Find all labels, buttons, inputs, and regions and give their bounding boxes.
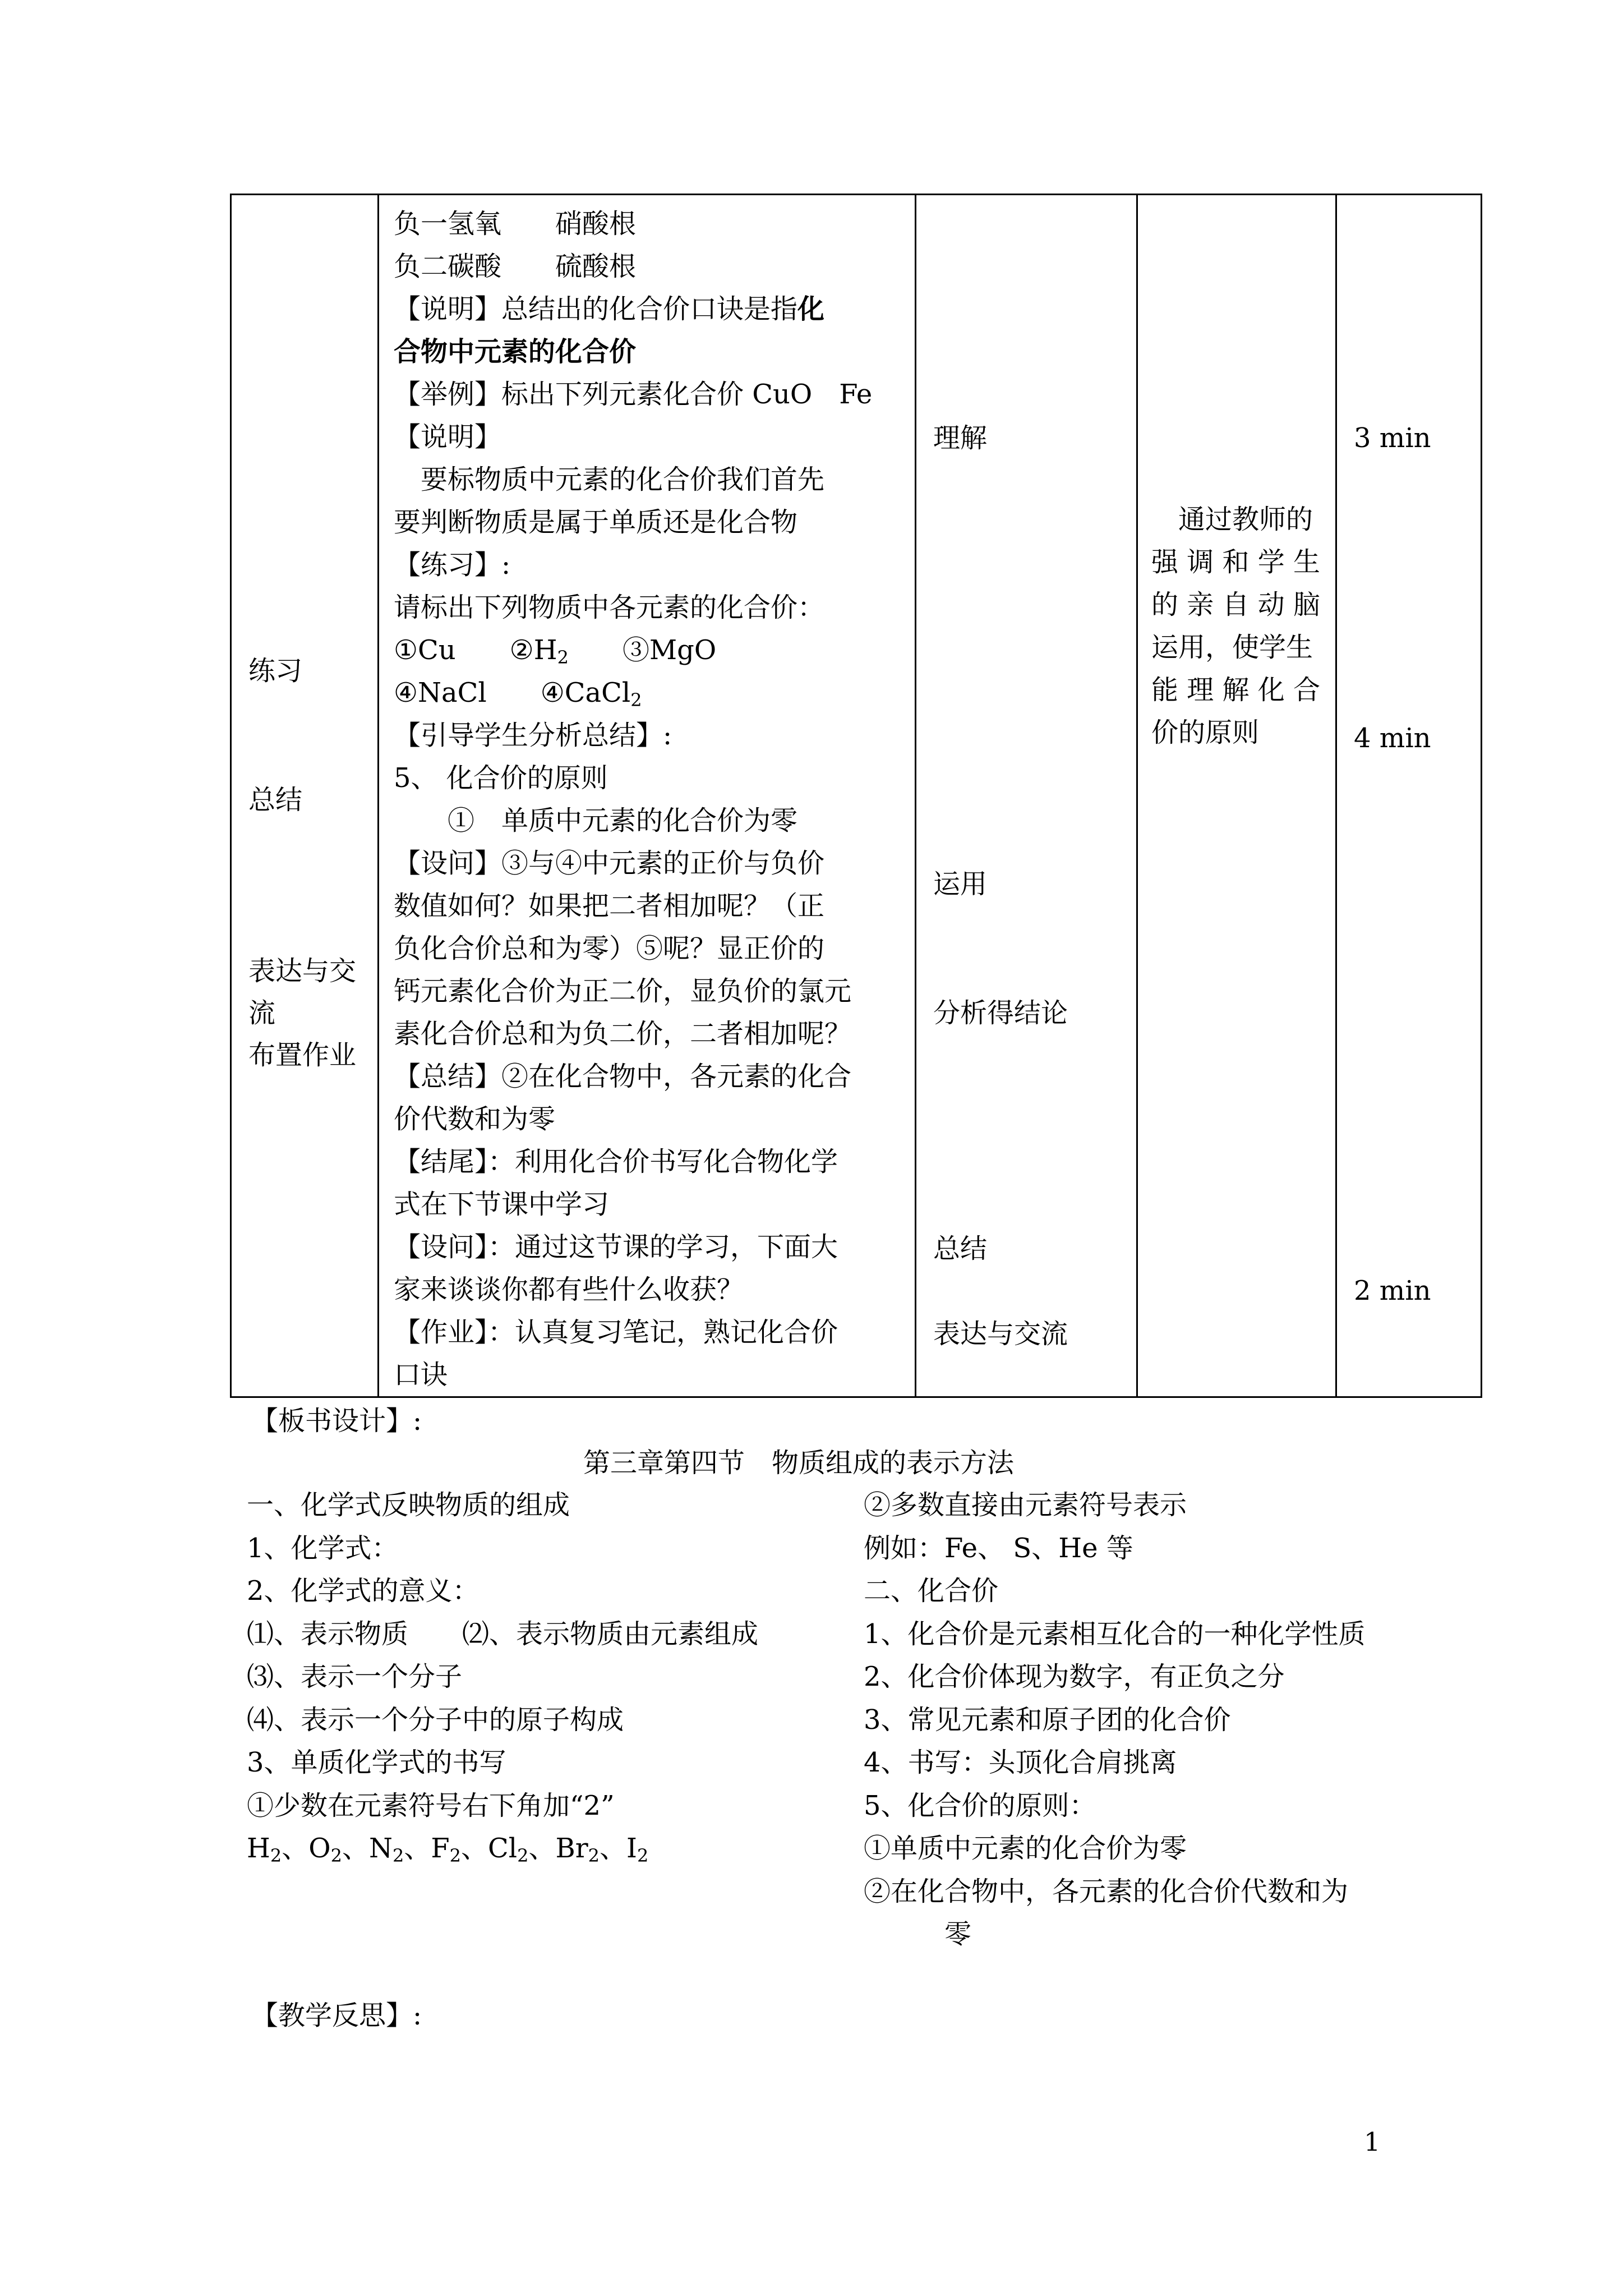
activity-label: 表达与交 — [248, 955, 357, 987]
bold-text: 化 — [797, 293, 825, 325]
student-activity: 分析得结论 — [933, 997, 1068, 1029]
formula-text: 、I — [600, 1833, 637, 1864]
text-line: 式在下节课中学习 — [394, 1189, 610, 1220]
text-run: ④NaCl ④CaCl — [394, 677, 631, 708]
student-activity: 理解 — [933, 422, 988, 454]
subscript: 2 — [557, 647, 569, 668]
board-line: ⑷、表示一个分子中的原子构成 — [247, 1704, 624, 1736]
text-line: 价的原则 — [1151, 717, 1260, 748]
board-line: ⑶、表示一个分子 — [247, 1661, 463, 1692]
text-run: ③MgO — [568, 634, 717, 666]
board-line: 零 — [864, 1918, 972, 1950]
text-line: 家来谈谈你都有些什么收获？ — [394, 1274, 744, 1305]
text-line: 【设问】③与④中元素的正价与负价 — [394, 848, 825, 879]
board-line: ①单质中元素的化合价为零 — [864, 1833, 1187, 1864]
design-intent-text — [1151, 498, 1325, 754]
board-line: ②多数直接由元素符号表示 — [864, 1489, 1187, 1521]
time-allocation: 2 min — [1354, 1275, 1431, 1306]
text-line: 【结尾】：利用化合价书写化合物化学 — [394, 1146, 838, 1177]
text-line: 【举例】标出下列元素化合价 CuO Fe — [394, 379, 873, 410]
formula-text: 、N — [342, 1833, 393, 1864]
student-activity: 运用 — [933, 868, 988, 900]
bold-text-line: 合物中元素的化合价 — [394, 336, 637, 367]
board-design-heading: 【板书设计】: — [251, 1405, 422, 1437]
text-line: 能 理 解 化 合 — [1151, 674, 1321, 706]
activity-label: 总结 — [248, 784, 303, 816]
text-line — [394, 288, 907, 330]
formula-text: H — [247, 1833, 270, 1864]
text-line: 强 调 和 学 生 — [1151, 546, 1321, 578]
board-line: ②在化合物中，各元素的化合价代数和为 — [864, 1875, 1349, 1907]
subscript: 2 — [392, 1845, 404, 1866]
time-allocation: 3 min — [1354, 422, 1431, 454]
text-line: 负二碳酸 硫酸根 — [394, 251, 637, 282]
formula-line — [247, 1827, 758, 1870]
board-line: 4、书写：头顶化合肩挑离 — [864, 1747, 1177, 1778]
formula-text: 、Cl — [460, 1833, 518, 1864]
text-line: 钙元素化合价为正二价，显负价的氯元 — [394, 976, 852, 1007]
subscript: 2 — [637, 1845, 649, 1866]
text-line: 运用，使学生 — [1151, 632, 1313, 663]
text-line: 价代数和为零 — [394, 1103, 556, 1135]
teaching-reflection-heading: 【教学反思】: — [251, 2000, 422, 2031]
board-line: ①少数在元素符号右下角加“2” — [247, 1789, 615, 1821]
board-line: 3、单质化学式的书写 — [247, 1747, 506, 1778]
board-line: 3、常见元素和原子团的化合价 — [864, 1704, 1231, 1736]
subscript: 2 — [517, 1845, 529, 1866]
text-line: 负化合价总和为零）⑤呢？显正价的 — [394, 933, 825, 964]
design-intent-column — [1137, 195, 1336, 1397]
text-line: 5、 化合价的原则 — [394, 762, 608, 794]
text-line: 数值如何？如果把二者相加呢？（正 — [394, 890, 825, 922]
formula-text: 、Br — [528, 1833, 588, 1864]
section-title: 第三章第四节 物质组成的表示方法 — [583, 1447, 1015, 1479]
text-line: 【引导学生分析总结】: — [394, 720, 672, 751]
board-line: 5、化合价的原则： — [864, 1789, 1096, 1821]
board-line: 1、化合价是元素相互化合的一种化学性质 — [864, 1618, 1366, 1650]
text-line: 【练习】: — [394, 549, 511, 581]
lesson-plan-table — [230, 194, 1482, 1398]
student-activity: 总结 — [933, 1233, 988, 1264]
activity-label: 练习 — [248, 655, 303, 687]
text-line: 请标出下列物质中各元素的化合价： — [394, 592, 825, 623]
text-line: ① 单质中元素的化合价为零 — [394, 805, 798, 836]
formula-text: 、F — [404, 1833, 450, 1864]
board-line: 例如：Fe、 S、He 等 — [864, 1532, 1133, 1564]
text-run: 【说明】总结出的化合价口诀是指 — [394, 293, 798, 325]
text-line: 负一氢氧 硝酸根 — [394, 208, 637, 240]
board-line: 二、化合价 — [864, 1575, 999, 1607]
text-line: 的 亲 自 动 脑 — [1151, 589, 1321, 620]
activity-label: 流 — [248, 997, 276, 1029]
page-number: 1 — [1364, 2127, 1381, 2157]
board-line: 2、化学式的意义： — [247, 1575, 479, 1607]
board-line: 一、化学式反映物质的组成 — [247, 1489, 570, 1521]
student-activity-column — [916, 195, 1137, 1397]
activity-label: 布置作业 — [248, 1039, 357, 1071]
text-run: ①Cu ②H — [394, 634, 557, 666]
subscript: 2 — [330, 1845, 342, 1866]
text-line: 口诀 — [394, 1359, 448, 1391]
text-line: 素化合价总和为负二价，二者相加呢？ — [394, 1018, 852, 1050]
board-line: 2、化合价体现为数字，有正负之分 — [864, 1661, 1285, 1692]
activity-column — [231, 195, 379, 1397]
text-line: 要标物质中元素的化合价我们首先 — [394, 464, 825, 495]
formula-text: 、O — [282, 1833, 331, 1864]
subscript: 2 — [630, 689, 642, 711]
text-line — [394, 671, 907, 714]
student-activity: 表达与交流 — [933, 1318, 1068, 1350]
text-line: 【总结】②在化合物中，各元素的化合 — [394, 1061, 852, 1092]
text-line: 要判断物质是属于单质还是化合物 — [394, 507, 798, 538]
subscript: 2 — [270, 1845, 282, 1866]
board-left-column — [247, 1484, 758, 1870]
text-line: 通过教师的 — [1151, 504, 1313, 535]
board-line: ⑴、表示物质 ⑵、表示物质由元素组成 — [247, 1618, 759, 1650]
time-column — [1336, 195, 1482, 1397]
text-line: 【说明】 — [394, 421, 502, 453]
text-line: 【作业】：认真复习笔记，熟记化合价 — [394, 1317, 838, 1348]
text-line: 【设问】：通过这节课的学习，下面大 — [394, 1231, 838, 1263]
board-line: 1、化学式： — [247, 1532, 399, 1564]
subscript: 2 — [588, 1845, 600, 1866]
teacher-activity-column — [379, 195, 916, 1397]
text-line — [394, 629, 907, 671]
board-right-column — [864, 1484, 1366, 1956]
subscript: 2 — [449, 1845, 461, 1866]
time-allocation: 4 min — [1354, 723, 1431, 754]
